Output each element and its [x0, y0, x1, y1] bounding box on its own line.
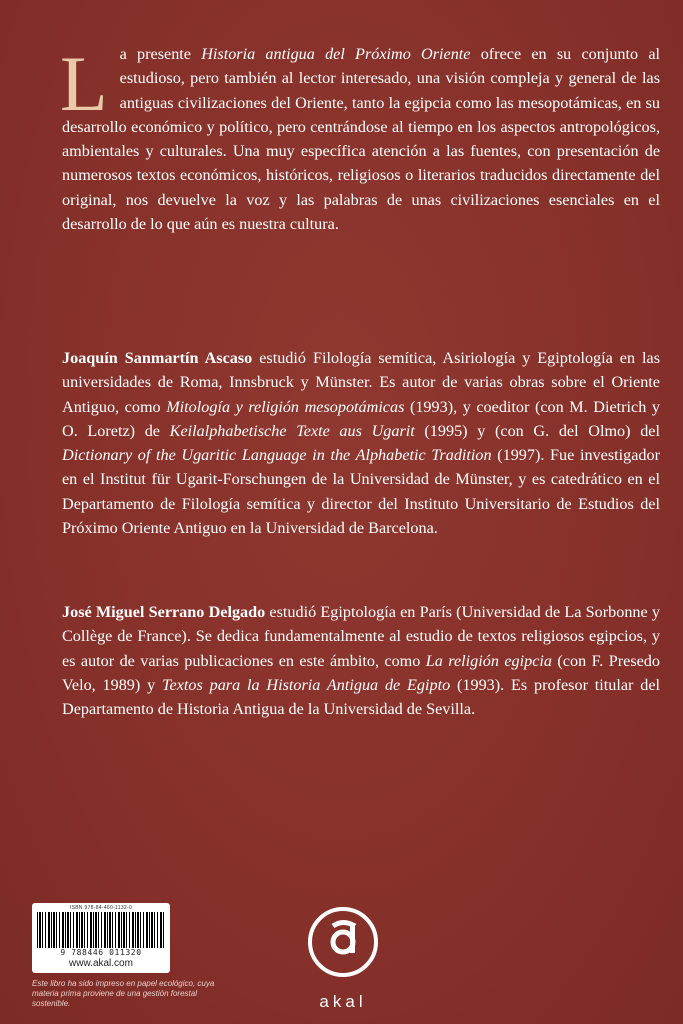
barcode-label [32, 903, 170, 973]
author2-text-2: (con F. Presedo Velo, 1989) y [62, 651, 660, 694]
author1-book-3: Dictionary of the Ugaritic Language in the Alphabetic Tradition [62, 446, 492, 465]
author1-text-3: (1995) y (con G. del Olmo) del [414, 421, 660, 440]
author2-book-1: La religión egipcia [425, 651, 552, 670]
author2-bio [62, 600, 660, 721]
book-title: Historia antigua del Próximo Oriente [201, 45, 471, 63]
author1-text-2: (1993), y coeditor (con M. Dietrich y O. Loretz) de [62, 397, 660, 440]
author1-text-4: (1997). Fue investigador en el Institut für Ugarit-Forschungen de la Universidad de Münster, y es catedrático en el Departamento de Filología semítica y director del Instituto Universitario de Estudios del Próximo Oriente Antiguo en la Universidad de Barcelona. [62, 446, 660, 538]
barcode-icon [37, 912, 165, 948]
author2-book-2: Textos para la Historia Antigua de Egipto [162, 675, 451, 694]
author1-book-2: Keilalphabetische Texte aus Ugarit [169, 421, 415, 440]
drop-cap: L [60, 40, 108, 127]
author1-book-1: Mitología y religión mesopotámicas [166, 397, 405, 416]
author2-text-1: estudió Egiptología en París (Universidad de La Sorbonne y Collège de France). Se dedica fundamentalmente al estudio de textos religiosos egipcios, y es autor de varias publicaciones en este ámbito, como [62, 603, 660, 670]
author1-name: Joaquín Sanmartín Ascaso [62, 349, 253, 367]
eco-paper-note: Este libro ha sido impreso en papel ecológico, cuya materia prima proviene de una gestión forestal sostenible. [32, 979, 215, 1008]
publisher-url: www.akal.com [69, 958, 133, 969]
author1-bio [62, 346, 660, 540]
intro-paragraph [62, 42, 660, 236]
isbn-text: ISBN 978-84-460-1132-0 [69, 905, 133, 911]
author2-text-3: (1993). Es profesor titular del Departamento de Historia Antigua de la Universidad de Sevilla. [62, 675, 661, 719]
publisher-name: akal [319, 992, 367, 1011]
barcode-number: 9 788446 011320 [60, 948, 142, 957]
akal-logo-icon [306, 905, 380, 991]
author1-text-1: estudió Filología semítica, Asiriología y Egiptología en las universidades de Roma, Innsbruck y Münster. Es autor de varias obras sobre el Oriente Antiguo, como [62, 349, 661, 416]
intro-text-2: ofrece en su conjunto al estudioso, pero también al lector interesado, una visión compleja y general de las antiguas civilizaciones del Oriente, tanto la egipcia como las mesopotámicas, en su desarrollo económico y político, pero centrándose al tiempo en los aspectos antropológicos, ambientales y culturales. Una muy específica atención a las fuentes, con presentación de numerosos textos económicos, históricos, religiosos o literarios traducidos directamente del original, nos devuelve la voz y las palabras de unas civilizaciones esenciales en el desarrollo de lo que aún es nuestra cultura. [62, 45, 660, 234]
author2-name: José Miguel Serrano Delgado [62, 603, 266, 621]
intro-text-1: a presente [119, 45, 202, 63]
